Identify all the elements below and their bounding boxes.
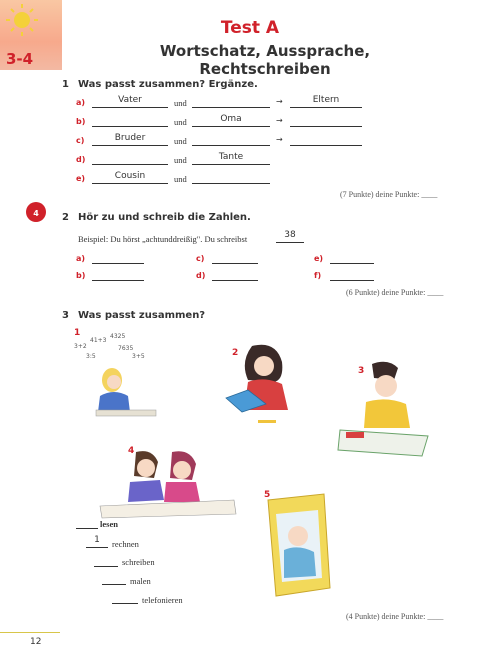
- illustration-girl-calculating: [70, 332, 180, 422]
- section-3-number: 3: [62, 310, 69, 321]
- verb-label: telefonieren: [142, 595, 183, 605]
- answer-field[interactable]: Oma: [192, 114, 270, 127]
- points-line: (7 Punkte) deine Punkte: ____: [340, 190, 438, 199]
- arrow-icon: →: [276, 116, 283, 125]
- row-letter: e): [76, 174, 86, 183]
- answer-field[interactable]: [92, 114, 168, 127]
- und-label: und: [174, 155, 187, 165]
- illustration-girls-writing: [96, 448, 238, 520]
- picture-number: 2: [232, 348, 239, 358]
- answer-field[interactable]: Cousin: [92, 171, 168, 184]
- svg-text:7635: 7635: [118, 345, 134, 352]
- section-3-heading: Was passt zusammen?: [78, 310, 206, 321]
- page-title: Test A: [220, 18, 280, 38]
- section-1-number: 1: [62, 79, 69, 90]
- verb-label: lesen: [100, 519, 118, 529]
- section-1-heading: Was passt zusammen? Ergänze.: [78, 79, 258, 90]
- points-line: (6 Punkte) deine Punkte: ____: [346, 288, 444, 297]
- answer-field[interactable]: [192, 171, 270, 184]
- row-letter: c): [196, 254, 205, 263]
- section-2-heading: Hör zu und schreib die Zahlen.: [78, 212, 251, 223]
- und-label: und: [174, 174, 187, 184]
- answer-field[interactable]: 1: [86, 535, 108, 548]
- answer-field[interactable]: [192, 95, 270, 108]
- page-subtitle: Wortschatz, Aussprache, Rechtschreiben: [159, 42, 371, 78]
- number-field[interactable]: [330, 251, 374, 264]
- number-field[interactable]: [92, 268, 144, 281]
- svg-text:3+2: 3+2: [74, 343, 87, 350]
- answer-field[interactable]: [112, 591, 138, 604]
- picture-number: 5: [264, 490, 271, 500]
- row-letter: a): [76, 254, 86, 263]
- section-2-number: 2: [62, 212, 69, 223]
- answer-field[interactable]: [290, 133, 362, 146]
- verb-label: schreiben: [122, 557, 155, 567]
- answer-field[interactable]: Bruder: [92, 133, 168, 146]
- answer-field[interactable]: [92, 152, 168, 165]
- answer-field[interactable]: [76, 516, 98, 529]
- svg-text:41+3: 41+3: [90, 337, 107, 344]
- answer-field[interactable]: [102, 572, 126, 585]
- number-field[interactable]: [212, 251, 258, 264]
- svg-text:3:5: 3:5: [86, 353, 96, 360]
- svg-text:3+5: 3+5: [132, 353, 145, 360]
- answer-field[interactable]: [192, 133, 270, 146]
- verb-label: malen: [130, 576, 151, 586]
- answer-field[interactable]: Eltern: [290, 95, 362, 108]
- points-line: (4 Punkte) deine Punkte: ____: [346, 612, 444, 621]
- answer-field[interactable]: Tante: [192, 152, 270, 165]
- answer-field[interactable]: [94, 554, 118, 567]
- arrow-icon: →: [276, 97, 283, 106]
- unit-label: 3-4: [6, 50, 34, 68]
- row-letter: d): [76, 155, 86, 164]
- page-number: 12: [30, 637, 42, 647]
- und-label: und: [174, 136, 187, 146]
- answer-field[interactable]: Vater: [92, 95, 168, 108]
- number-field[interactable]: [212, 268, 258, 281]
- cd-track-number: 4: [33, 209, 39, 218]
- example-answer: 38: [276, 230, 304, 243]
- row-letter: a): [76, 98, 86, 107]
- number-field[interactable]: [92, 251, 144, 264]
- arrow-icon: →: [276, 135, 283, 144]
- row-letter: b): [76, 117, 86, 126]
- footer-divider: [0, 632, 60, 633]
- row-letter: c): [76, 136, 85, 145]
- row-letter: e): [314, 254, 324, 263]
- picture-number: 3: [358, 366, 365, 376]
- und-label: und: [174, 117, 187, 127]
- und-label: und: [174, 98, 187, 108]
- example-text: Beispiel: Du hörst „achtunddreißig". Du schreibst: [78, 234, 248, 244]
- row-letter: d): [196, 271, 206, 280]
- picture-number: 4: [128, 446, 135, 456]
- row-letter: b): [76, 271, 86, 280]
- verb-label: rechnen: [112, 539, 139, 549]
- answer-field[interactable]: [290, 114, 362, 127]
- picture-number: 1: [74, 328, 81, 338]
- illustration-woman-reading: [218, 340, 308, 430]
- row-letter: f): [314, 271, 322, 280]
- number-field[interactable]: [330, 268, 374, 281]
- svg-text:4325: 4325: [110, 333, 126, 340]
- illustration-boy-painting: [336, 358, 436, 464]
- illustration-phone-call: [254, 490, 334, 600]
